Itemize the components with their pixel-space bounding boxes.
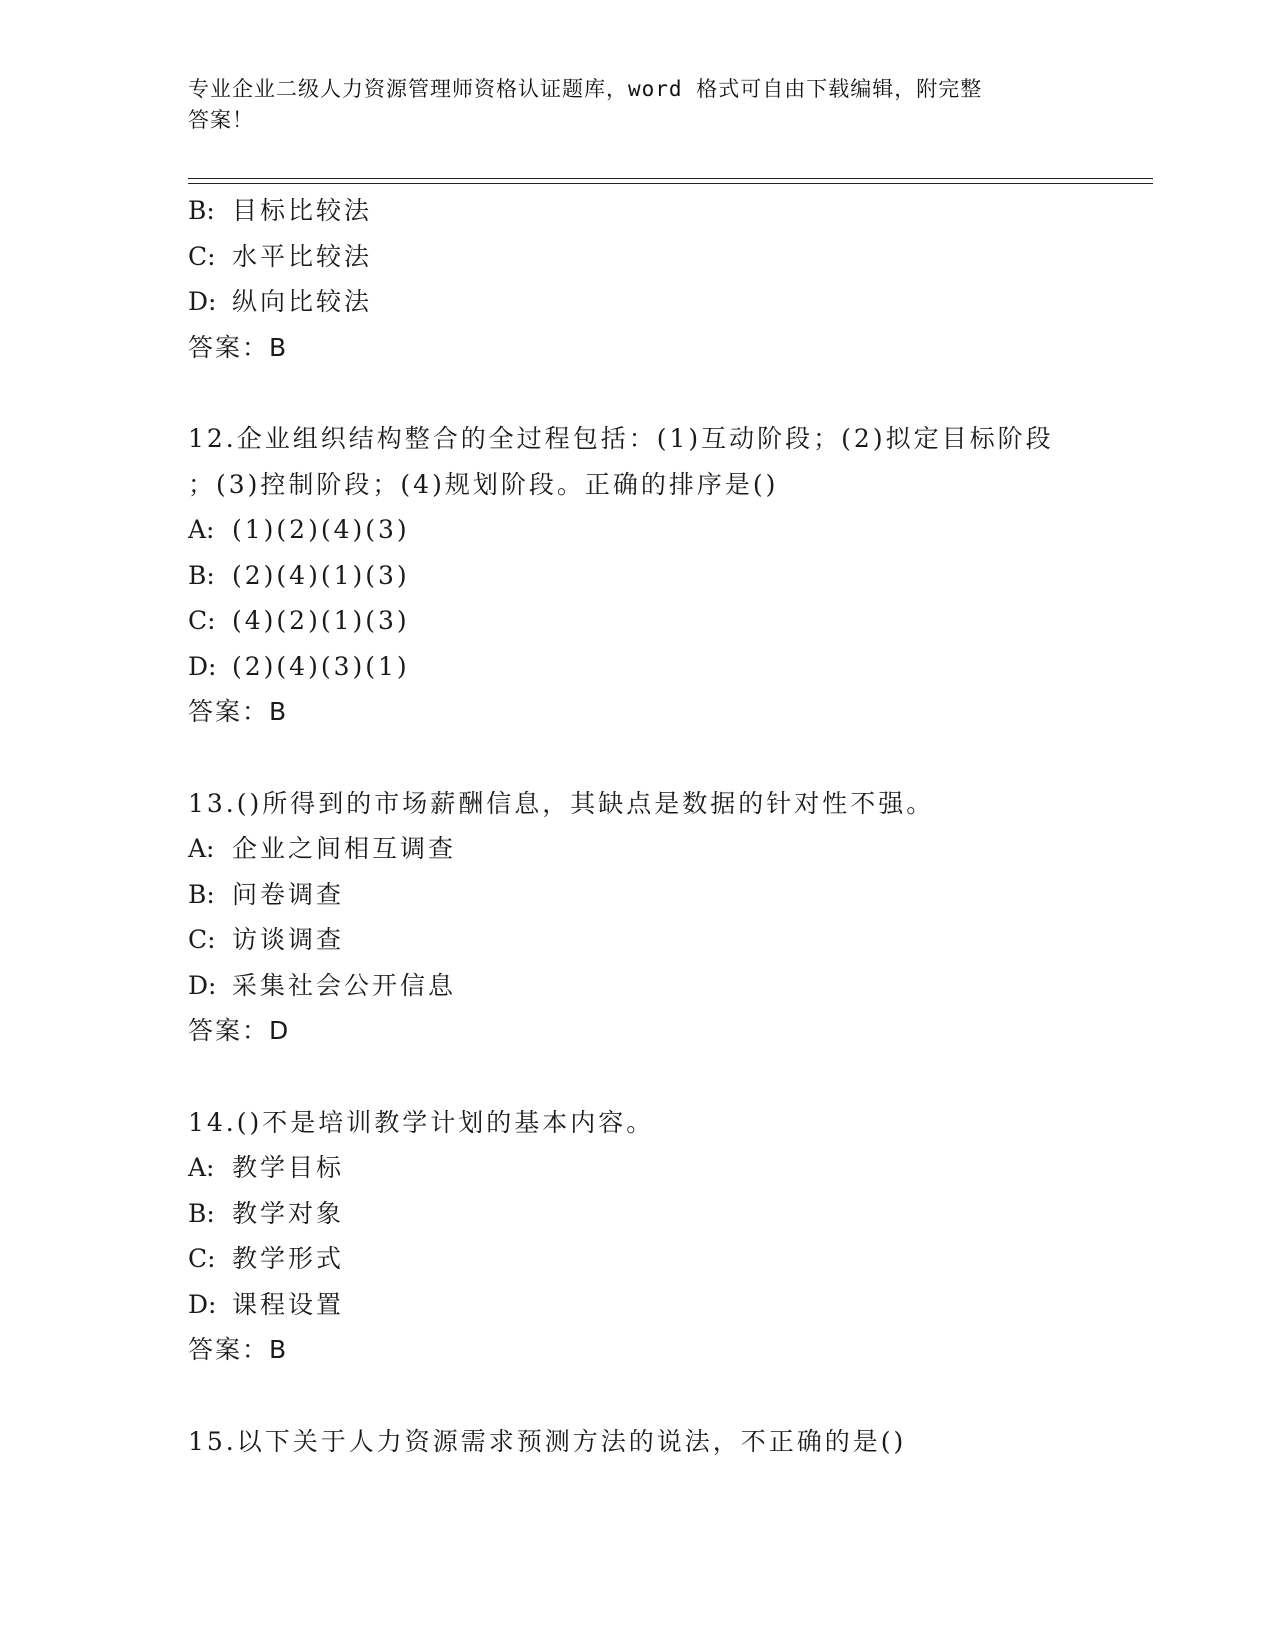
question-text: 12.企业组织结构整合的全过程包括：(1)互动阶段；(2)拟定目标阶段 (188, 424, 1054, 453)
question-text: 14.()不是培训教学计划的基本内容。 (188, 1107, 655, 1137)
option-text: 目标比较法 (232, 196, 373, 225)
option-label: B: (188, 560, 215, 590)
option-label: D: (188, 651, 217, 681)
question-spacer (188, 1373, 1088, 1419)
question-text: ；(3)控制阶段；(4)规划阶段。正确的排序是() (188, 469, 779, 499)
answer-option (188, 1236, 1088, 1282)
answer-line: 答案：B (188, 332, 289, 362)
question-spacer (188, 735, 1088, 781)
question-text: 13.()所得到的市场薪酬信息，其缺点是数据的针对性不强。 (188, 788, 935, 818)
answer-line: 答案：B (188, 697, 289, 726)
question-text: 15.以下关于人力资源需求预测方法的说法，不正确的是() (188, 1426, 907, 1456)
option-text: 教学形式 (232, 1244, 345, 1273)
header-divider-bottom (188, 183, 1153, 184)
answer-option (188, 234, 1088, 280)
document-header (188, 74, 1088, 136)
answer-option (188, 598, 1088, 644)
option-label: D: (188, 1289, 217, 1319)
option-label: A: (188, 834, 215, 863)
option-text: 企业之间相互调查 (232, 834, 457, 863)
header-line-2: 答案！ (188, 108, 254, 132)
answer-option (188, 1145, 1088, 1191)
answer-option (188, 826, 1088, 872)
answer-line: 答案：B (188, 1335, 289, 1364)
option-label: B: (188, 196, 215, 225)
question-list (188, 188, 1088, 1464)
option-label: A: (188, 1153, 215, 1182)
question-spacer (188, 370, 1088, 416)
option-text: 教学对象 (232, 1198, 345, 1228)
option-label: C: (188, 606, 216, 635)
answer-option (188, 279, 1088, 325)
option-label: B: (188, 1198, 215, 1228)
answer-option (188, 1191, 1088, 1237)
option-text: (1)(2)(4)(3) (232, 515, 410, 544)
answer-option (188, 188, 1088, 234)
option-text: (2)(4)(3)(1) (232, 651, 410, 681)
answer-option (188, 917, 1088, 963)
option-text: (4)(2)(1)(3) (232, 606, 410, 635)
option-text: 访谈调查 (232, 925, 345, 954)
option-label: D: (188, 970, 217, 1000)
option-text: 教学目标 (232, 1153, 345, 1182)
option-text: 纵向比较法 (232, 287, 373, 316)
header-divider-top (188, 178, 1153, 179)
option-label: C: (188, 241, 216, 271)
answer-option (188, 872, 1088, 918)
option-label: B: (188, 879, 215, 909)
question-spacer (188, 1054, 1088, 1100)
option-text: 采集社会公开信息 (232, 970, 457, 1000)
answer-line: 答案：D (188, 1016, 291, 1045)
answer-option (188, 507, 1088, 553)
option-text: 问卷调查 (232, 879, 345, 909)
option-label: A: (188, 515, 215, 544)
answer-option (188, 644, 1088, 690)
option-label: C: (188, 925, 216, 954)
answer-option (188, 963, 1088, 1009)
header-line-1: 专业企业二级人力资源管理师资格认证题库，word 格式可自由下载编辑，附完整 (188, 77, 983, 101)
option-label: D: (188, 287, 217, 316)
answer-option (188, 553, 1088, 599)
answer-option (188, 1282, 1088, 1328)
option-text: 课程设置 (232, 1289, 345, 1319)
option-label: C: (188, 1244, 216, 1273)
option-text: 水平比较法 (232, 241, 373, 271)
option-text: (2)(4)(1)(3) (232, 560, 410, 590)
